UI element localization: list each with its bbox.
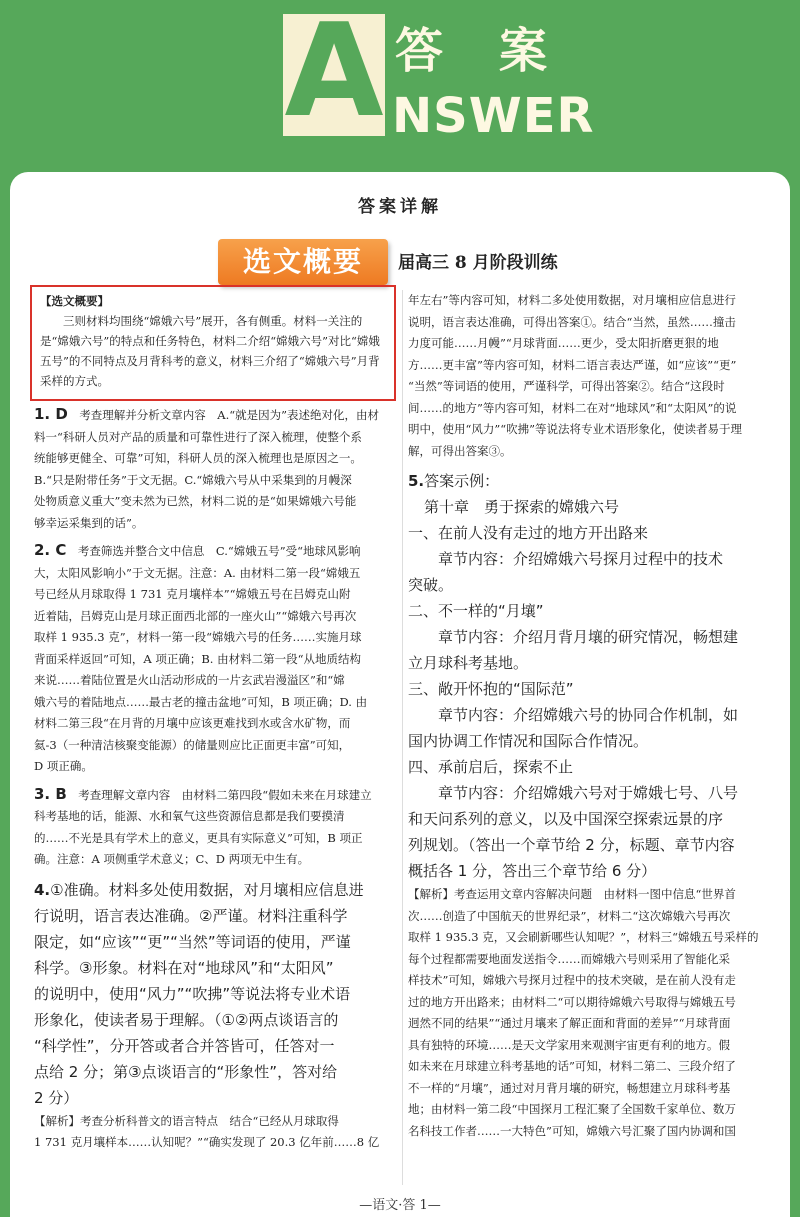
answer-line: 概括各 1 分，答出三个章节给 6 分）: [408, 862, 657, 880]
answer-line: 的……不光是具有学术上的意义，更具有实际意义”可知，B 项正: [34, 830, 363, 845]
answer-line: 和天问系列的意义，以及中国深空探索远景的序: [408, 810, 724, 828]
exam-title: 届高三 8 月阶段训练: [398, 253, 558, 273]
column-divider: [402, 290, 403, 1185]
answer-line: 的说明中，使用“风力”“吹拂”等说法将专业术语: [34, 984, 351, 1003]
answer-line: D 项正确。: [34, 759, 93, 773]
analysis-line: 方……更丰富”等内容可知，材料二语言表达严谨，如“应该”“更”: [408, 357, 737, 372]
analysis-line: 如未来在月球建立科考基地的话”可知，材料二第二、三段介绍了: [408, 1059, 736, 1073]
answer-line: 形象化，使读者易于理解。（①②两点谈语言的: [34, 1010, 339, 1029]
answer-line: 第十章 勇于探索的嫦娥六号: [424, 498, 620, 516]
answer-line: 统能够更健全、可靠”可知，科研人员的深入梳理也是原因之一。: [34, 451, 362, 465]
answer-line: 考查筛选并整合文中信息 C.“嫦娥五号”受“地球风影响: [77, 544, 361, 558]
answer-line: B.“只是附带任务”于文无据。C.“嫦娥六号从中采集到的月幔深: [34, 472, 352, 487]
left-column: [34, 404, 402, 1154]
question-2: [34, 540, 402, 778]
answer-line: 章节内容：介绍月背月壤的研究情况，畅想建: [438, 628, 739, 646]
analysis-line: 解，可得出答案③。: [408, 443, 512, 458]
answer-line: 章节内容：介绍嫦娥六号探月过程中的技术: [438, 550, 724, 568]
answer-header: [0, 0, 800, 175]
answer-line: 章节内容：介绍嫦娥六号对于嫦娥七号、八号: [438, 784, 739, 802]
summary-text: 三则材料均围绕“嫦娥六号”展开，各有侧重。材料一关注的是“嫦娥六号”的特点和任务特色，材料二介绍“嫦娥六号”对比“嫦娥五号”的不同特点及月背科考的意义，材料三介绍了“嫦娥六号”月背采样的方式。: [40, 314, 380, 388]
header-title-en: NSWER: [392, 88, 595, 144]
question-1: [34, 404, 402, 534]
analysis-line: 明中，使用“风力”“吹拂”等说法将专业术语形象化，使读者易于理: [408, 422, 743, 436]
answer-line: 背面采样返回”可知，A 项正确；B. 由材料二第一段“从地质结构: [34, 651, 361, 666]
answer-line: 一、在前人没有走过的地方开出路来: [408, 524, 649, 542]
analysis-line: 1 731 克月壤样本……认知呢？”“确实发现了 20.3 亿年前……8 亿: [34, 1135, 380, 1149]
answer-line: 号已经从月球取得 1 731 克月壤样本”“嫦娥五号在吕姆克山附: [34, 587, 351, 601]
answer-line: 章节内容：介绍嫦娥六号的协同合作机制，如: [438, 706, 739, 724]
answer-line: 氦-3（一种清洁核聚变能源）的储量则应比正面更丰富”可知，: [34, 737, 351, 752]
analysis-line: 间……的地方”等内容可知，材料二在对“地球风”和“太阳风”的说: [408, 400, 737, 415]
answer-logo: [283, 0, 385, 146]
question-4: [34, 877, 402, 1154]
answer-line: 列规划。（答出一个章节给 2 分，标题、章节内容: [408, 836, 735, 854]
answer-line: 娥六号的着陆地点……最古老的撞击盆地”可知，B 项正确；D. 由: [34, 694, 368, 709]
answer-line: 突破。: [408, 576, 454, 594]
question-5-answer: [408, 494, 774, 884]
answer-line: 够幸运采集到的话”。: [34, 515, 144, 530]
summary-label: 【选文概要】: [40, 294, 109, 308]
analysis-line: 具有独特的环境……是天文学家用来观测宇宙更有利的地方。假: [408, 1037, 730, 1052]
question-4-number: 4.: [34, 880, 51, 899]
answer-line: 立月球科考基地。: [408, 654, 529, 672]
answer-line: 考查理解并分析文章内容 A.“就是因为”表述绝对化，由材: [79, 408, 380, 422]
answer-intro: 答案示例：: [424, 472, 500, 490]
answer-line: 近着陆，吕姆克山是月球正面西北部的一座火山”“嫦娥六号再次: [34, 608, 357, 623]
question-3-number: 3. B: [34, 784, 67, 803]
right-column: [408, 290, 774, 1142]
answer-line: 处物质意义重大”变未然为已然，材料二说的是“如果嫦娥六号能: [34, 494, 357, 508]
answer-line: 国内协调工作情况和国际合作情况。: [408, 732, 649, 750]
analysis-line: 名科技工作者……一大特色”可知，嫦娥六号汇聚了国内协调和国: [408, 1123, 736, 1138]
analysis-line: 样技术”可知，嫦娥六号探月过程中的技术突破，是在前人没有走: [408, 973, 736, 987]
answer-line: 料一“科研人员对产品的质量和可靠性进行了深入梳理，使整个系: [34, 429, 362, 444]
analysis-line: “当然”等词语的使用，严谨科学，可得出答案②。结合“这段时: [408, 379, 725, 393]
summary-badge-label: 选文概要: [242, 245, 363, 278]
analysis-line: 次……创造了中国航天的世界纪录”，材料二“这次嫦娥六号再次: [408, 908, 731, 923]
analysis-line: 迥然不同的结果”“通过月壤来了解正面和背面的差异”“月球背面: [408, 1016, 731, 1030]
question-5-analysis: [408, 884, 774, 1142]
answer-line: 行说明，语言表达准确。②严谨。材料注重科学: [34, 906, 348, 925]
question-3: [34, 784, 402, 871]
answer-line: 二、不一样的“月壤”: [408, 602, 544, 620]
question-1-number: 1. D: [34, 405, 68, 423]
question-5: [408, 468, 774, 1142]
answer-line: 限定，如“应该”“更”“当然”等词语的使用，严谨: [34, 932, 351, 951]
answer-line: 取样 1 935.3 克”，材料一第一段“嫦娥六号的任务……实施月球: [34, 630, 362, 644]
answer-line: 四、承前启后，探索不止: [408, 758, 574, 776]
analysis-line: 每个过程都需要地面发送指令……而嫦娥六号则采用了智能化采: [408, 951, 730, 966]
analysis-line: 不一样的“月壤”，通过对月背月壤的研究，畅想建立月球科考基: [408, 1080, 731, 1095]
answer-line: 考查理解文章内容 由材料二第四段“假如未来在月球建立: [78, 787, 372, 802]
page-footer: —语文·答 1—: [359, 1198, 441, 1213]
answer-line: 科考基地的话，能源、水和氧气这些资源信息都是我们要摸清: [34, 809, 345, 823]
analysis-line: 说明，语言表达准确，可得出答案①。结合“当然，虽然……撞击: [408, 314, 736, 329]
answer-line: 确。注意：A 项侧重学术意义；C、D 两项无中生有。: [34, 852, 310, 866]
analysis-line: 【解析】考查分析科普文的语言特点 结合“已经从月球取得: [34, 1113, 339, 1128]
logo-letter: A: [284, 0, 384, 146]
page-heading: 答案详解: [358, 197, 442, 217]
answer-line: 科学。③形象。材料在对“地球风”和“太阳风”: [34, 958, 334, 977]
answer-line: “科学性”，分开答或者合并答皆可，任答对一: [34, 1036, 335, 1055]
answer-line: 材料二第三段“在月背的月壤中应该更难找到水或含水矿物，而: [34, 716, 351, 730]
answer-line: 大，太阳风影响小”于文无据。注意：A. 由材料二第一段“嫦娥五: [34, 565, 361, 580]
answer-line: 来说……着陆位置是火山活动形成的一片玄武岩漫溢区”和“嫦: [34, 673, 345, 687]
answer-line: 2 分）: [34, 1088, 79, 1107]
analysis-line: 【解析】考查运用文章内容解决问题 由材料一图中信息“世界首: [408, 887, 736, 901]
question-2-number: 2. C: [34, 541, 67, 559]
question-5-number: 5.: [408, 472, 425, 490]
analysis-line: 取样 1 935.3 克，又会刷新哪些认知呢？”，材料三“嫦娥五号采样的: [408, 930, 759, 944]
header-title-zh: 答案: [395, 23, 604, 79]
summary-badge: [218, 239, 388, 285]
answer-line: ①准确。材料多处使用数据，对月壤相应信息进: [50, 880, 364, 899]
analysis-line: 力度可能……月幔”“月球背面……更少，受太阳折磨更狠的地: [408, 336, 719, 350]
analysis-line: 过的地方开出路来；由材料二“可以期待嫦娥六号取得与嫦娥五号: [408, 994, 736, 1009]
analysis-line: 地；由材料一第二段“中国探月工程汇聚了全国数千家单位、数万: [408, 1102, 736, 1116]
analysis-line: 年左右”等内容可知，材料二多处使用数据，对月壤相应信息进行: [408, 293, 736, 307]
answer-page: [10, 172, 790, 1217]
summary-box: [30, 285, 396, 401]
answer-line: 点给 2 分；第③点谈语言的“形象性”，答对给: [34, 1062, 338, 1081]
answer-line: 三、敞开怀抱的“国际范”: [408, 680, 574, 698]
